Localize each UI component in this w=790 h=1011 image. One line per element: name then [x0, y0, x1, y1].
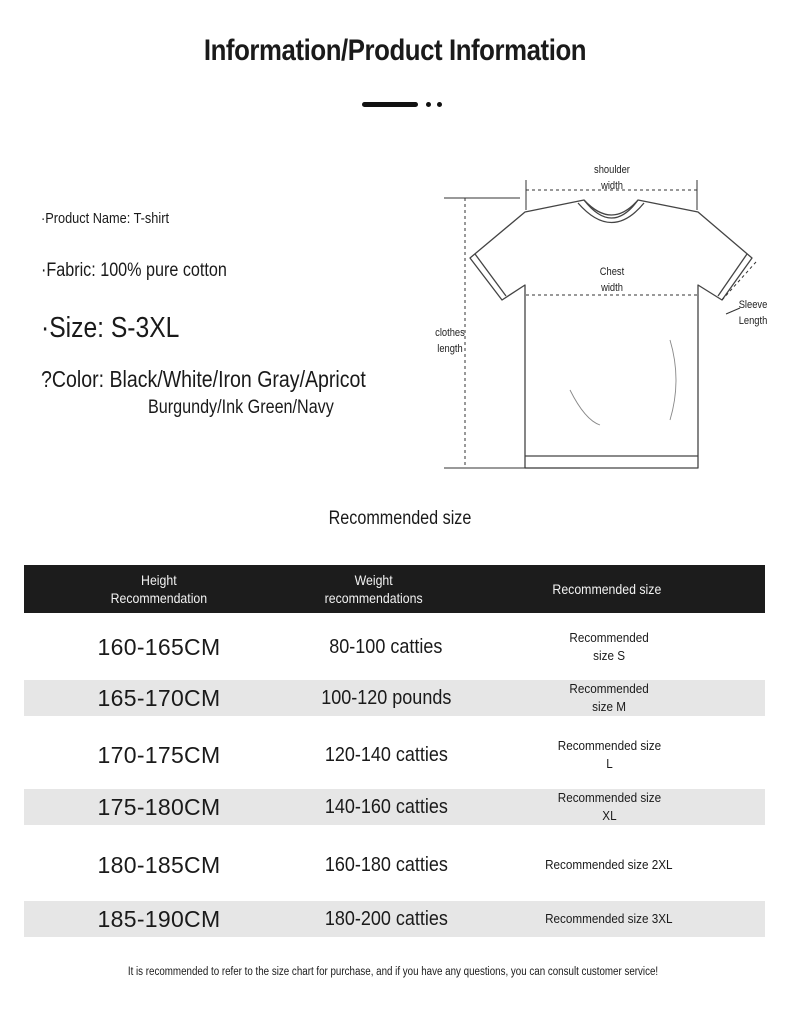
height-cell: 180-185CM: [97, 851, 221, 878]
height-cell: 160-165CM: [97, 633, 221, 660]
weight-cell: 80-100 catties: [329, 635, 443, 658]
section-subtitle: Recommended size: [328, 508, 472, 529]
size-cell: Recommended size XL: [557, 790, 661, 823]
tshirt-measurement-diagram: [420, 150, 780, 485]
spec-fabric: ·Fabric: 100% pure cotton: [41, 260, 227, 281]
weight-cell: 100-120 pounds: [320, 686, 452, 709]
size-cell: Recommended size M: [569, 681, 649, 714]
weight-cell: 160-180 catties: [324, 853, 448, 876]
height-cell: 185-190CM: [97, 905, 221, 932]
chest-width-label: Chest width: [599, 266, 625, 294]
height-cell: 170-175CM: [97, 741, 221, 768]
height-cell: 175-180CM: [97, 793, 221, 820]
table-row: [24, 901, 765, 937]
shoulder-width-label: shoulder width: [594, 164, 630, 192]
weight-cell: 140-160 catties: [324, 795, 448, 818]
size-cell: Recommended size L: [557, 738, 661, 771]
page-title: Information/Product Information: [203, 34, 587, 67]
size-cell: Recommended size S: [569, 630, 649, 663]
size-cell: Recommended size 3XL: [545, 911, 673, 926]
table-row: [24, 680, 765, 716]
table-row: [24, 725, 765, 785]
weight-cell: 120-140 catties: [324, 743, 448, 766]
spec-color-line2: Burgundy/Ink Green/Navy: [148, 397, 334, 418]
spec-color: ?Color: Black/White/Iron Gray/Apricot: [41, 366, 366, 392]
height-cell: 165-170CM: [97, 684, 221, 711]
header-weight: Weight recommendations: [325, 572, 423, 606]
table-row: [24, 835, 765, 895]
table-header: [24, 565, 765, 613]
table-row: [24, 789, 765, 825]
tshirt-icon: [420, 150, 780, 480]
sleeve-length-label: Sleeve Length: [738, 299, 768, 327]
table-row: [24, 617, 765, 677]
size-cell: Recommended size 2XL: [545, 857, 673, 872]
clothes-length-label: clothes length: [435, 327, 465, 355]
spec-size: ·Size: S-3XL: [41, 312, 180, 344]
purchase-note: It is recommended to refer to the size chart for purchase, and if you have any questions, you can consult customer service!: [127, 966, 659, 978]
header-height: Height Recommendation: [110, 572, 208, 606]
weight-cell: 180-200 catties: [324, 907, 448, 930]
header-size: Recommended size: [552, 581, 661, 597]
spec-product-name: ·Product Name: T-shirt: [41, 210, 170, 227]
